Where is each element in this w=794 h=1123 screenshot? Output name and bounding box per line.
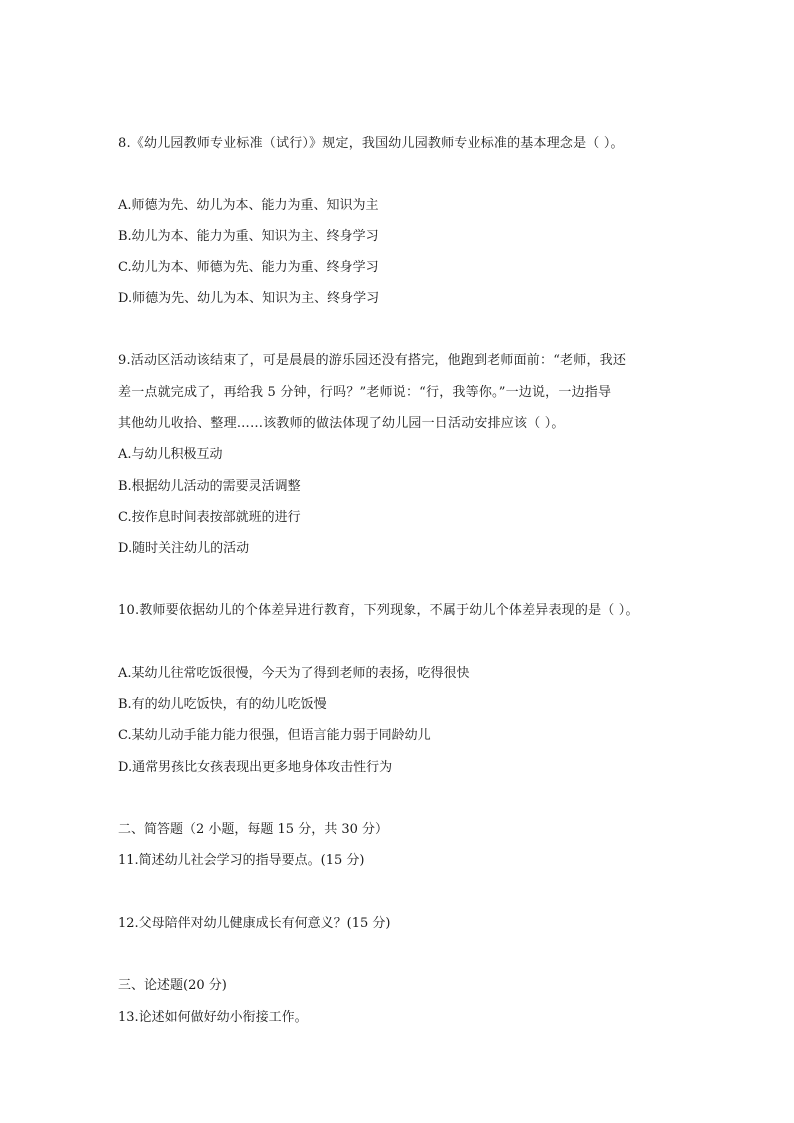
q8-option-b: B.幼儿为本、能力为重、知识为主、终身学习 (118, 229, 379, 244)
q9-option-c: C.按作息时间表按部就班的进行 (118, 510, 301, 525)
q10-stem: 10.教师要依据幼儿的个体差异进行教育，下列现象，不属于幼儿个体差异表现的是（ ）。 (118, 603, 639, 618)
q9-stem-line-3: 其他幼儿收拾、整理……该教师的做法体现了幼儿园一日活动安排应该（ ）。 (118, 416, 565, 431)
q10-option-b: B.有的幼儿吃饭快，有的幼儿吃饭慢 (118, 697, 327, 712)
q11-stem: 11.简述幼儿社会学习的指导要点。(15 分) (118, 853, 365, 868)
q10-option-a: A.某幼儿往常吃饭很慢，今天为了得到老师的表扬，吃得很快 (118, 666, 470, 681)
q10-option-c: C.某幼儿动手能力能力很强，但语言能力弱于同龄幼儿 (118, 728, 431, 743)
q8-option-a: A.师德为先、幼儿为本、能力为重、知识为主 (118, 198, 379, 213)
q9-option-b: B.根据幼儿活动的需要灵活调整 (118, 479, 301, 494)
q9-stem-line-2: 差一点就完成了，再给我 5 分钟，行吗？”老师说：“行，我等你。”一边说，一边指导 (118, 385, 612, 400)
q10-option-d: D.通常男孩比女孩表现出更多地身体攻击性行为 (118, 760, 393, 775)
q8-stem: 8.《幼儿园教师专业标准（试行）》规定，我国幼儿园教师专业标准的基本理念是（ ）。 (118, 136, 624, 151)
section-2-title: 二、简答题（2 小题，每题 15 分，共 30 分） (118, 822, 389, 837)
section-3-title: 三、论述题(20 分) (118, 978, 227, 993)
q12-stem: 12.父母陪伴对幼儿健康成长有何意义？(15 分) (118, 916, 391, 931)
q8-option-c: C.幼儿为本、师德为先、能力为重、终身学习 (118, 260, 379, 275)
q9-option-d: D.随时关注幼儿的活动 (118, 541, 250, 556)
q9-stem-line-1: 9.活动区活动该结束了，可是晨晨的游乐园还没有搭完，他跑到老师面前：“老师，我还 (118, 353, 627, 368)
q13-stem: 13.论述如何做好幼小衔接工作。 (118, 1010, 308, 1025)
q8-option-d: D.师德为先、幼儿为本、知识为主、终身学习 (118, 291, 380, 306)
q9-option-a: A.与幼儿积极互动 (118, 447, 223, 462)
